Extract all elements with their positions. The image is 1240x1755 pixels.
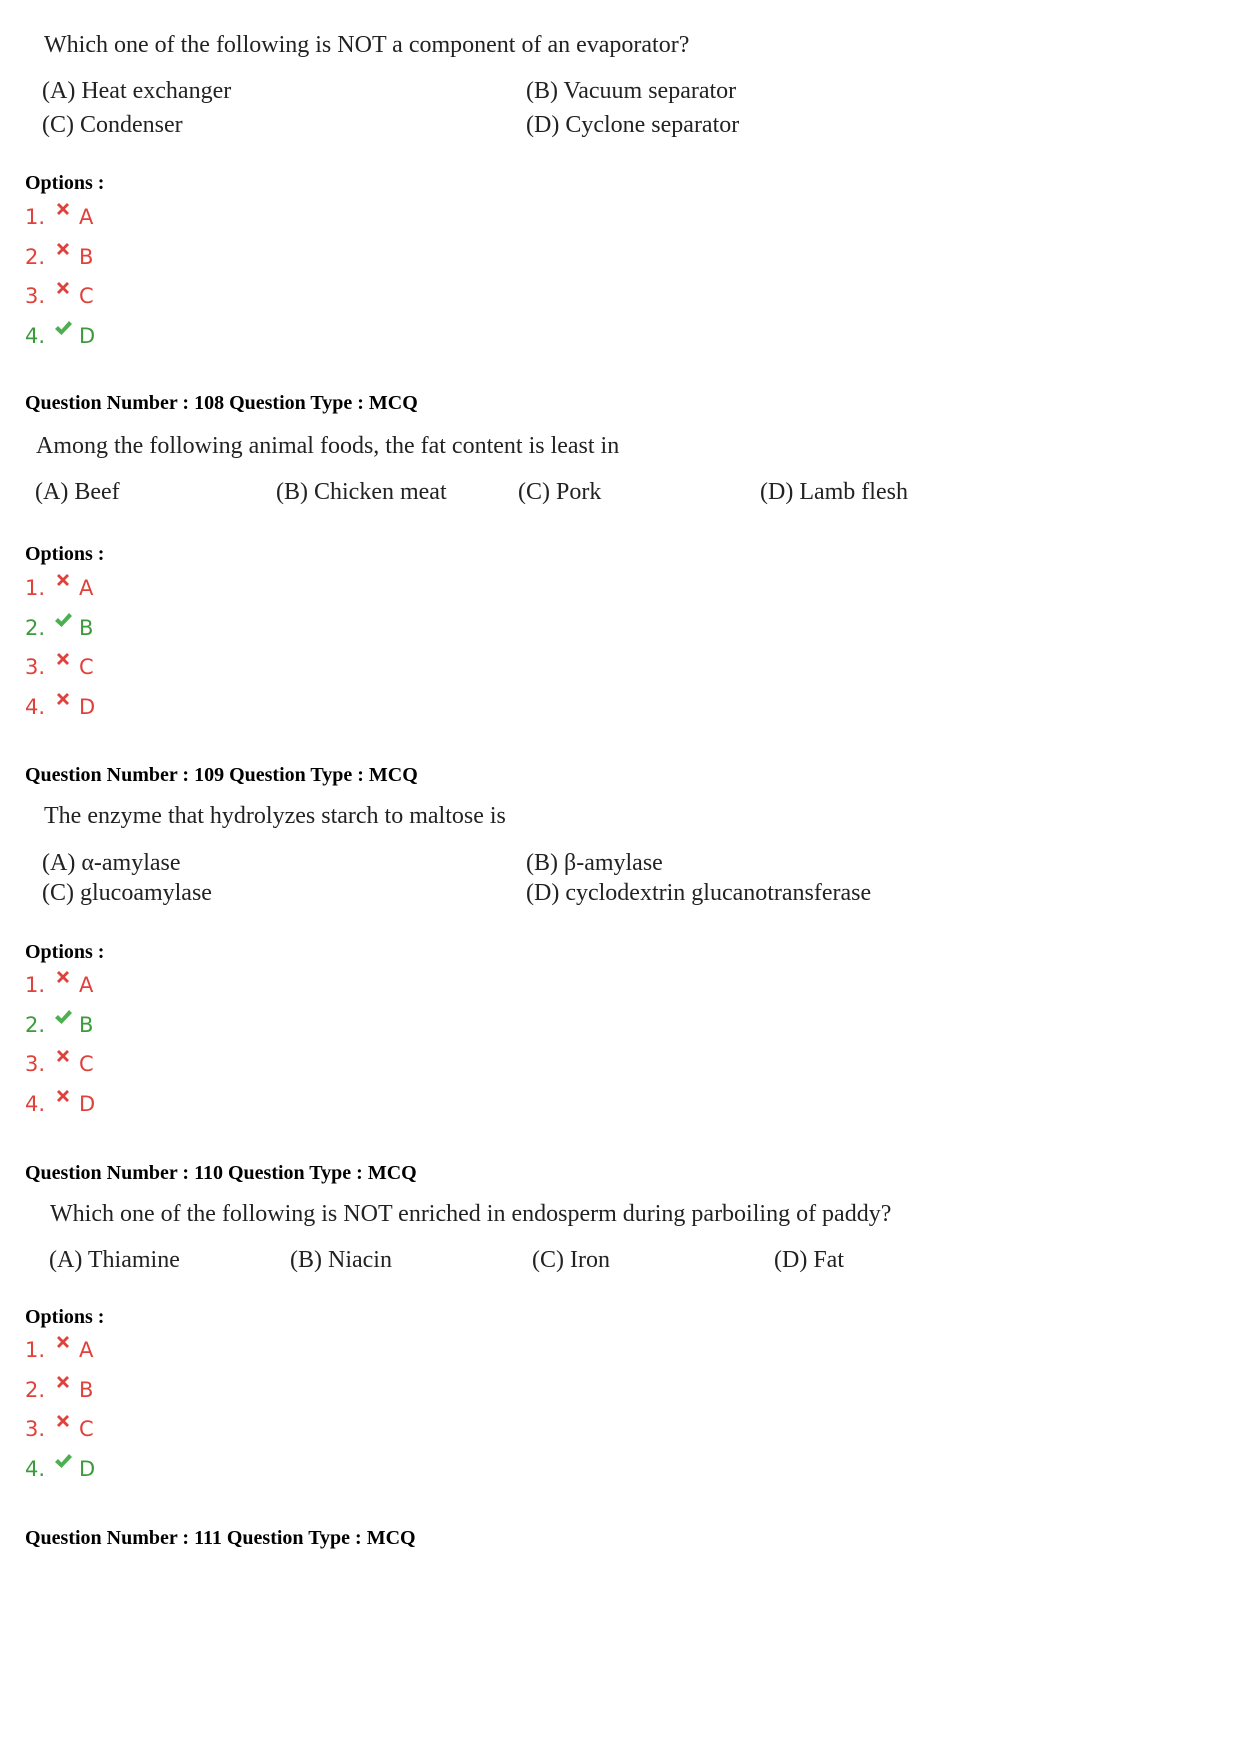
options-label: Options : (25, 543, 105, 565)
option-letter: C (79, 655, 94, 679)
choice-d: (D) Lamb flesh (760, 479, 908, 505)
cross-icon (53, 1411, 73, 1431)
option-number: 1. (25, 205, 46, 229)
option-number: 4. (25, 694, 46, 719)
cross-icon (53, 649, 73, 669)
option-letter: D (79, 323, 96, 348)
option-row (25, 576, 93, 600)
option-row (25, 616, 93, 640)
cross-icon (53, 1086, 73, 1106)
option-number: 4. (25, 323, 46, 348)
option-row (25, 1417, 94, 1441)
choice-c: (C) glucoamylase (42, 880, 212, 906)
question-text: The enzyme that hydrolyzes starch to maltose is (44, 803, 506, 829)
option-number: 4. (25, 1091, 46, 1116)
option-number: 4. (25, 1456, 46, 1481)
option-number: 2. (25, 615, 46, 640)
cross-icon (53, 1372, 73, 1392)
options-label: Options : (25, 1306, 105, 1328)
choice-c: (C) Iron (532, 1247, 610, 1273)
option-letter: C (79, 1052, 94, 1076)
check-icon (53, 1451, 73, 1471)
choice-d: (D) cyclodextrin glucanotransferase (526, 880, 872, 906)
option-letter: A (79, 205, 94, 229)
option-row (25, 1013, 93, 1037)
option-letter: D (79, 1091, 96, 1116)
option-row (25, 973, 93, 997)
option-row (25, 284, 94, 308)
option-letter: C (79, 284, 94, 308)
option-letter: A (79, 973, 94, 997)
option-row (25, 695, 95, 719)
choice-c: (C) Pork (518, 479, 602, 505)
cross-icon (53, 570, 73, 590)
question-text: Among the following animal foods, the fat content is least in (36, 433, 620, 459)
choice-c: (C) Condenser (42, 112, 183, 138)
choice-b: (B) Chicken meat (276, 479, 447, 505)
option-row (25, 324, 95, 348)
options-label: Options : (25, 941, 105, 963)
option-number: 1. (25, 973, 46, 997)
options-label: Options : (25, 172, 105, 194)
question-header: Question Number : 108 Question Type : MCQ (25, 392, 418, 414)
choice-b: (B) Niacin (290, 1247, 392, 1273)
choice-d: (D) Cyclone separator (526, 112, 740, 138)
choice-a: (A) Beef (35, 479, 120, 505)
option-row (25, 655, 94, 679)
check-icon (53, 610, 73, 630)
option-letter: B (79, 615, 94, 640)
cross-icon (53, 278, 73, 298)
option-row (25, 205, 93, 229)
option-row (25, 245, 93, 269)
option-letter: A (79, 576, 94, 600)
cross-icon (53, 1046, 73, 1066)
choice-a: (A) α-amylase (42, 850, 181, 876)
check-icon (53, 1007, 73, 1027)
option-letter: D (79, 1456, 96, 1481)
choice-b: (B) Vacuum separator (526, 78, 737, 104)
cross-icon (53, 199, 73, 219)
option-row (25, 1092, 95, 1116)
option-letter: D (79, 694, 96, 719)
cross-icon (53, 1332, 73, 1352)
check-icon (53, 318, 73, 338)
option-number: 1. (25, 1338, 46, 1362)
option-row (25, 1052, 94, 1076)
option-row (25, 1338, 93, 1362)
option-number: 3. (25, 284, 46, 308)
cross-icon (53, 689, 73, 709)
choice-d: (D) Fat (774, 1247, 844, 1273)
option-number: 3. (25, 1417, 46, 1441)
question-header: Question Number : 111 Question Type : MCQ (25, 1527, 416, 1549)
option-letter: B (79, 1012, 94, 1037)
option-number: 3. (25, 655, 46, 679)
choice-a: (A) Thiamine (49, 1247, 180, 1273)
question-header: Question Number : 110 Question Type : MCQ (25, 1162, 417, 1184)
choice-b: (B) β-amylase (526, 850, 663, 876)
option-number: 2. (25, 1012, 46, 1037)
question-header: Question Number : 109 Question Type : MCQ (25, 764, 418, 786)
cross-icon (53, 239, 73, 259)
option-number: 1. (25, 576, 46, 600)
option-letter: B (79, 1377, 94, 1402)
choice-a: (A) Heat exchanger (42, 78, 232, 104)
option-letter: C (79, 1417, 94, 1441)
option-letter: A (79, 1338, 94, 1362)
option-number: 2. (25, 1377, 46, 1402)
question-text: Which one of the following is NOT enriched in endosperm during parboiling of paddy? (50, 1201, 892, 1227)
option-letter: B (79, 244, 94, 269)
option-row (25, 1457, 95, 1481)
option-row (25, 1378, 93, 1402)
cross-icon (53, 967, 73, 987)
question-text: Which one of the following is NOT a component of an evaporator? (44, 32, 690, 58)
option-number: 3. (25, 1052, 46, 1076)
option-number: 2. (25, 244, 46, 269)
